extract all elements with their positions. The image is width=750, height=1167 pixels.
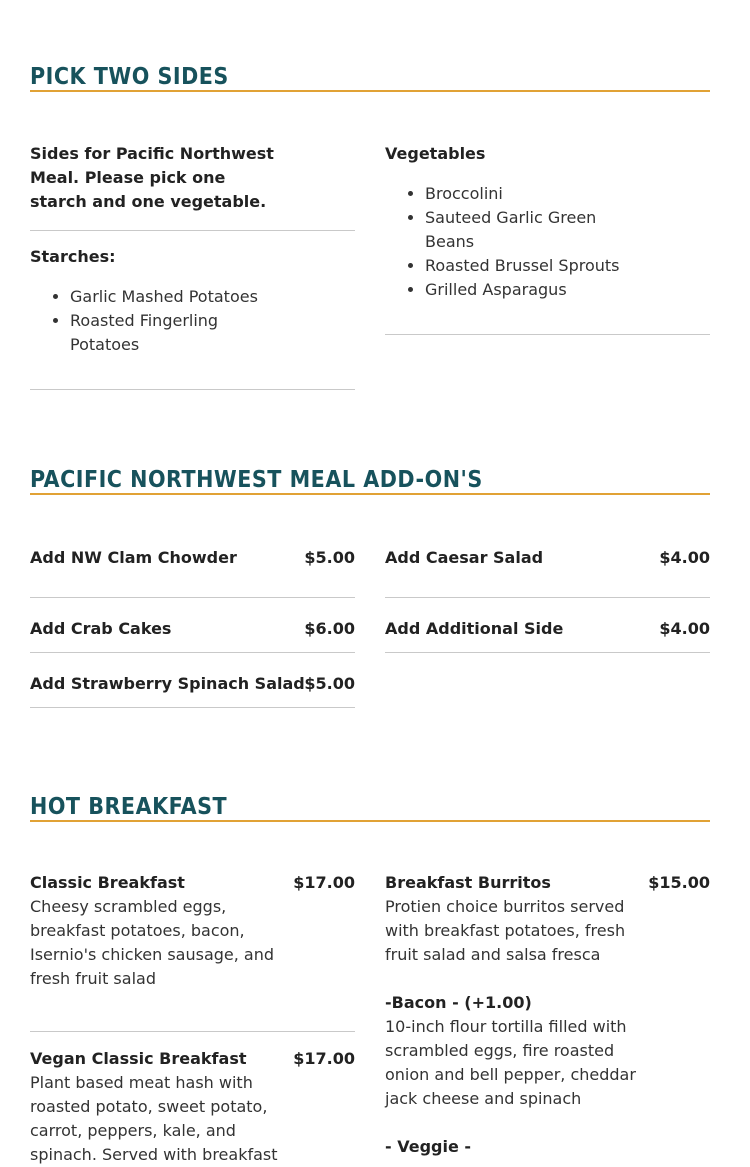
section-title-addons: PACIFIC NORTHWEST MEAL ADD-ON'S xyxy=(30,467,483,493)
sides-section xyxy=(30,64,710,354)
addon-price: $4.00 xyxy=(659,548,710,567)
addons-left-column xyxy=(30,543,355,708)
addon-row xyxy=(30,598,355,653)
veggie-option-heading: - Veggie - xyxy=(385,1137,472,1156)
item-description: Protien choice burritos served with breakfast potatoes, fresh fruit salad and salsa fresca xyxy=(385,897,626,964)
section-divider xyxy=(30,493,710,495)
bacon-option-heading: -Bacon - (+1.00) xyxy=(385,993,532,1012)
list-item: • Grilled Asparagus xyxy=(425,278,635,302)
addon-name: Add Crab Cakes xyxy=(30,619,172,638)
section-divider xyxy=(30,90,710,92)
section-title-sides: PICK TWO SIDES xyxy=(30,64,229,90)
addon-price: $5.00 xyxy=(304,674,355,693)
list-item: • Garlic Mashed Potatoes xyxy=(70,285,270,309)
vegetables-list xyxy=(385,182,635,302)
addon-row xyxy=(385,543,710,598)
item-description: Cheesy scrambled eggs, breakfast potatoes, bacon, Isernio's chicken sausage, and fresh fruit salad xyxy=(30,897,275,988)
addon-name: Add NW Clam Chowder xyxy=(30,548,237,567)
breakfast-right-column xyxy=(385,871,710,1159)
item-description: Plant based meat hash with roasted potato, sweet potato, carrot, peppers, kale, and spinach. Served with breakfast xyxy=(30,1073,278,1164)
divider xyxy=(30,389,355,390)
addon-row xyxy=(30,653,355,708)
vegetables-heading: Vegetables xyxy=(385,144,486,163)
addon-price: $5.00 xyxy=(304,548,355,567)
addon-name: Add Caesar Salad xyxy=(385,548,544,567)
list-item: • Roasted Brussel Sprouts xyxy=(425,254,635,278)
sides-left-column xyxy=(30,142,355,390)
bacon-option-description: 10-inch flour tortilla filled with scrambled eggs, fire roasted onion and bell pepper, cheddar jack cheese and spinach xyxy=(385,1017,636,1108)
starches-heading: Starches: xyxy=(30,247,116,266)
addons-section xyxy=(30,467,710,693)
addon-price: $4.00 xyxy=(659,619,710,638)
addon-row xyxy=(385,598,710,653)
starches-list xyxy=(30,285,270,357)
addons-right-column xyxy=(385,543,710,653)
breakfast-left-column xyxy=(30,871,355,1167)
item-name: Vegan Classic Breakfast xyxy=(30,1049,247,1068)
menu-item-breakfast-burritos xyxy=(385,871,710,1159)
item-name: Classic Breakfast xyxy=(30,873,185,892)
divider xyxy=(30,230,355,231)
divider xyxy=(385,334,710,335)
item-price: $17.00 xyxy=(293,1049,355,1068)
addon-name: Add Strawberry Spinach Salad xyxy=(30,674,305,693)
addon-row xyxy=(30,543,355,598)
addon-price: $6.00 xyxy=(304,619,355,638)
item-price: $17.00 xyxy=(293,873,355,892)
item-price: $15.00 xyxy=(648,873,710,892)
addon-name: Add Additional Side xyxy=(385,619,564,638)
section-divider xyxy=(30,820,710,822)
item-name: Breakfast Burritos xyxy=(385,873,551,892)
menu-item-vegan-breakfast xyxy=(30,1047,355,1167)
sides-intro: Sides for Pacific Northwest Meal. Please pick one starch and one vegetable. xyxy=(30,144,274,211)
section-title-breakfast: HOT BREAKFAST xyxy=(30,794,228,820)
list-item: • Roasted Fingerling Potatoes xyxy=(70,309,270,357)
divider xyxy=(30,1031,355,1032)
menu-item-classic-breakfast xyxy=(30,871,355,991)
breakfast-section xyxy=(30,794,710,1164)
sides-right-column xyxy=(385,142,710,335)
list-item: • Broccolini xyxy=(425,182,635,206)
list-item: • Sauteed Garlic Green Beans xyxy=(425,206,635,254)
